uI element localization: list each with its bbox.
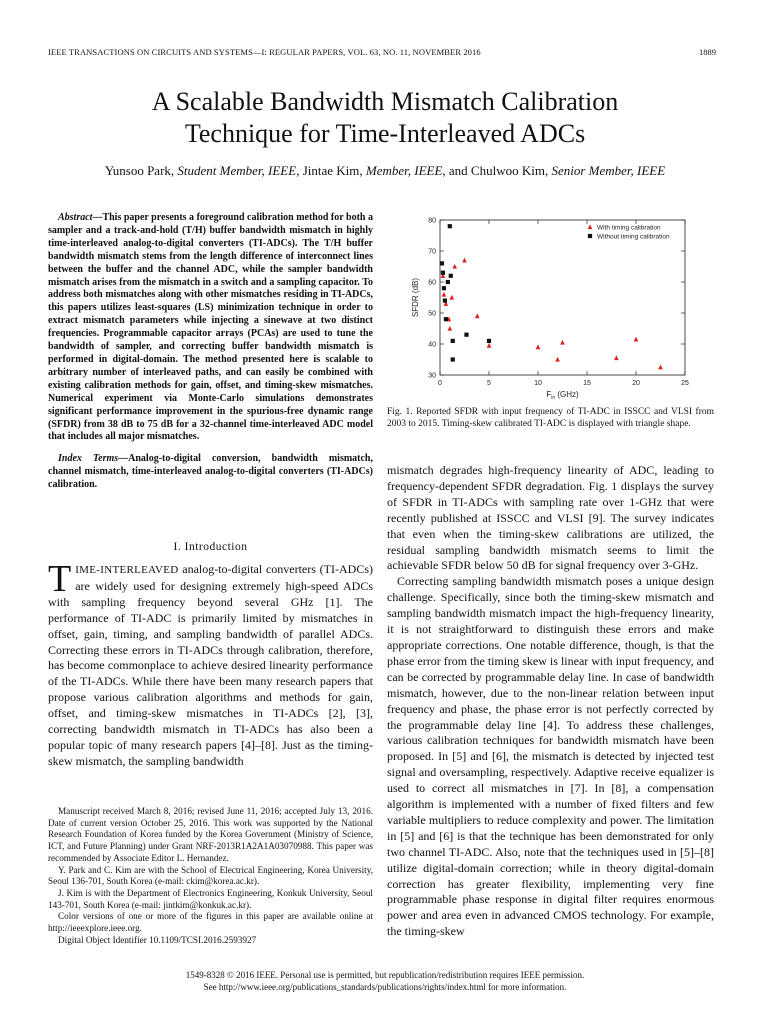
x-axis-label-main: F: [546, 390, 552, 399]
running-head: IEEE TRANSACTIONS ON CIRCUITS AND SYSTEMS—I: REGULAR PAPERS, VOL. 63, NO. 11, NOVEMBER 2016: [48, 47, 481, 57]
figure-1-caption: Fig. 1. Reported SFDR with input frequency of TI-ADC in ISSCC and VLSI from 2003 to 2015. Timing-skew calibrated TI-ADC is displayed with triangle shape.: [387, 407, 714, 429]
copyright-notice: [40, 969, 730, 993]
title-line-1: A Scalable Bandwidth Mismatch Calibration: [151, 87, 619, 116]
data-point-without-calibration: [444, 317, 448, 321]
paper-title: [40, 86, 730, 150]
x-axis-label: [546, 390, 579, 401]
y-tick-label: 70: [428, 248, 436, 256]
x-tick-label: 5: [487, 380, 491, 387]
data-point-with-calibration: [442, 292, 447, 297]
legend-marker-with-calibration: [588, 224, 593, 229]
legend-marker-without-calibration: [588, 234, 592, 238]
intro-text: analog-to-digital converters (TI-ADCs) are widely used for designing extremely high-speed ADCs with sampling frequency beyond several GHz [1]. The performance of TI-ADC is primarily limited by mismatches in offset, gain, timing, and sampling bandwidth of parallel ADCs. Correcting these errors in TI-ADCs through calibration, therefore, has become commonplace to achieve desired linearity performance of the TI-ADCs. While there have been many research papers that propose various calibration algorithms and methods for gain, offset, and timing-skew mismatches in TI-ADCs [2], [3], correcting bandwidth mismatch in TI-ADCs has also been a popular topic of many research papers [4]–[8]. Just as the timing-skew mismatch, the sampling bandwidth: [48, 562, 373, 768]
author-3-role: Senior Member, IEEE: [551, 163, 666, 178]
data-point-with-calibration: [452, 264, 457, 269]
data-point-with-calibration: [536, 344, 541, 349]
author-2-role: Member, IEEE: [365, 163, 443, 178]
data-point-with-calibration: [560, 340, 565, 345]
sfdr-chart: [400, 214, 700, 404]
y-tick-label: 30: [428, 372, 436, 380]
plot-frame: [440, 220, 685, 375]
x-tick-label: 25: [681, 380, 689, 387]
abstract-text: —This paper presents a foreground calibration method for both a sampler and a track-and-hold (T/H) buffer bandwidth mismatch in highly time-interleaved analog-to-digital converters (TI-ADCs). The T/H buffer bandwidth mismatch stems from the length difference of interconnect lines between the buffer and the channel ADC, while the sampler bandwidth mismatch arises from the mismatch in a switch and a sampling capacitor. To address both mismatches along with other mismatches residing in TI-ADCs, this papers utilizes least-squares (LS) minimization technique in order to extract mismatch parameters while injecting a sinewave at two distinct frequencies. Programmable capacitor arrays (PCAs) are used to tune the bandwidth of sampler, and correcting buffer bandwidth mismatch is performed in digital-domain. The method presented here is scalable to arbitrary number of interleaved paths, and can easily be combined with existing calibration methods for gain, offset, and timing-skew mismatches. Numerical experiment via Monte-Carlo simulations demonstrates significant performance improvement in the spurious-free dynamic range (SFDR) from 38 dB to 75 dB for a 32-channel time-interleaved ADC model that includes all major mismatches.: [48, 212, 373, 443]
abstract: [48, 212, 373, 444]
data-point-without-calibration: [442, 286, 446, 290]
drop-cap: T: [48, 558, 72, 600]
intro-small-caps: IME-INTERLEAVED: [75, 564, 179, 576]
x-tick-label: 20: [632, 380, 640, 387]
footnote-affiliation-1: Y. Park and C. Kim are with the School of Electrical Engineering, Korea University, Seoul 136-701, South Korea (e-mail: ckim@korea.ac.kr).: [48, 864, 373, 887]
author-1-name: Yunsoo Park,: [104, 163, 178, 178]
data-point-with-calibration: [475, 313, 480, 318]
intro-paragraph: [48, 558, 373, 770]
index-terms-lead: Index Terms: [58, 453, 119, 465]
x-axis-label-subscript: in: [551, 395, 556, 401]
author-separator-1: , Jintae Kim,: [296, 163, 366, 178]
data-point-with-calibration: [462, 258, 467, 263]
data-point-without-calibration: [440, 261, 444, 265]
y-tick-label: 80: [428, 217, 436, 225]
data-point-without-calibration: [464, 333, 468, 337]
footnote-affiliation-2: J. Kim is with the Department of Electronics Engineering, Konkuk University, Seoul 143-701, South Korea (e-mail: jintkim@konkuk.ac.kr).: [48, 887, 373, 910]
body-paragraph-2: Correcting sampling bandwidth mismatch poses a unique design challenge. Specifically, since both the timing-skew mismatch and sampling bandwidth mismatch impact the high-frequency linearity, it is not straightforward to distinguish these errors and make appropriate corrections. One notable difference, though, is that the phase error from the timing skew is linear with input frequency, and can be corrected by programmable delay line. In case of bandwidth mismatch, however, due to the non-linear relation between input frequency and phase, the phase error is not perfectly corrected by the programmable delay line [4]. To address these challenges, various calibration techniques for bandwidth mismatch have been proposed. In [5] and [6], the mismatch is detected by injected test signal and oversampling, respectively. Adaptive receive equalizer is used to correct all mismatches in [7]. In [8], a compensation algorithm is implemented with a number of fixed filters and few variable multipliers to reduce complexity and power. The limitation in [5] and [6] is that the technique has been demonstrated for only two channel TI-ADC. Also, note that the techniques used in [5]–[8] utilize digital-domain correction; while in theory digital-domain correction has greater flexibility, implementing very fine programmable phase response in digital filter requires enormous power and area even in advanced CMOS technology. For example, the timing-skew: [387, 574, 714, 939]
data-point-with-calibration: [448, 326, 453, 331]
data-point-without-calibration: [441, 271, 445, 275]
index-terms: [48, 453, 373, 492]
y-axis-label: SFDR (dB): [411, 277, 420, 318]
copyright-line-1: 1549-8328 © 2016 IEEE. Personal use is permitted, but republication/redistribution requires IEEE permission.: [185, 970, 585, 980]
footnote-color-versions: Color versions of one or more of the figures in this paper are available online at http://ieeexplore.ieee.org.: [48, 911, 373, 934]
x-tick-label: 10: [534, 380, 542, 387]
author-1-role: Student Member, IEEE: [177, 163, 297, 178]
legend-label-without-calibration: Without timing calibration: [597, 233, 670, 241]
section-heading-introduction: I. Introduction: [173, 541, 248, 553]
x-tick-label: 15: [583, 380, 591, 387]
author-line: [40, 163, 730, 179]
data-point-with-calibration: [487, 343, 492, 348]
footnote-manuscript: Manuscript received March 8, 2016; revised June 11, 2016; accepted July 13, 2016. Date of current version October 25, 2016. This work was supported by the National Research Foundation of Korea funded by the Korea Government (Ministry of Science, ICT, and Future Planning) under Grant NRF-2013R1A2A1A03070988. This paper was recommended by Associate Editor L. Hernandez.: [48, 806, 373, 863]
data-point-with-calibration: [658, 365, 663, 370]
data-point-with-calibration: [634, 337, 639, 342]
legend-label-with-calibration: With timing calibration: [597, 224, 661, 232]
data-point-without-calibration: [446, 280, 450, 284]
index-terms-text: —Analog-to-digital conversion, bandwidth mismatch, channel mismatch, time-interleaved analog-to-digital converters (TI-ADCs) calibration.: [48, 453, 373, 491]
y-tick-label: 60: [428, 279, 436, 287]
footnotes: [48, 806, 373, 946]
figure-1: [400, 214, 700, 404]
right-column-text: [387, 463, 714, 940]
data-point-without-calibration: [449, 274, 453, 278]
title-line-2: Technique for Time-Interleaved ADCs: [184, 119, 586, 148]
data-point-without-calibration: [451, 357, 455, 361]
data-point-with-calibration: [555, 357, 560, 362]
abstract-lead: Abstract: [58, 212, 93, 223]
x-tick-label: 0: [438, 380, 442, 387]
data-point-with-calibration: [614, 355, 619, 360]
y-tick-label: 40: [428, 341, 436, 349]
y-tick-label: 50: [428, 310, 436, 318]
data-point-without-calibration: [487, 339, 491, 343]
author-separator-2: , and Chulwoo Kim,: [442, 163, 552, 178]
body-paragraph-1: mismatch degrades high-frequency linearity of ADC, leading to frequency-dependent SFDR degradation. Fig. 1 displays the survey of SFDR in TI-ADCs with sampling rate over 1-GHz that were recently published at ISSCC and VLSI [9]. The survey indicates that even when the timing-skew calibrations are utilized, the residual sampling bandwidth mismatch seems to limit the achievable SFDR below 50 dB for signal frequency over 3-GHz.: [387, 463, 714, 573]
data-point-without-calibration: [443, 299, 447, 303]
abstract-block: [48, 212, 373, 492]
footnote-doi: Digital Object Identifier 10.1109/TCSI.2016.2593927: [58, 934, 257, 945]
data-point-without-calibration: [448, 224, 452, 228]
data-point-without-calibration: [451, 339, 455, 343]
page-number: 1889: [699, 47, 716, 57]
data-point-with-calibration: [449, 295, 454, 300]
copyright-line-2: See http://www.ieee.org/publications_standards/publications/rights/index.html for more information.: [203, 982, 567, 992]
x-axis-label-unit: (GHz): [555, 390, 579, 399]
